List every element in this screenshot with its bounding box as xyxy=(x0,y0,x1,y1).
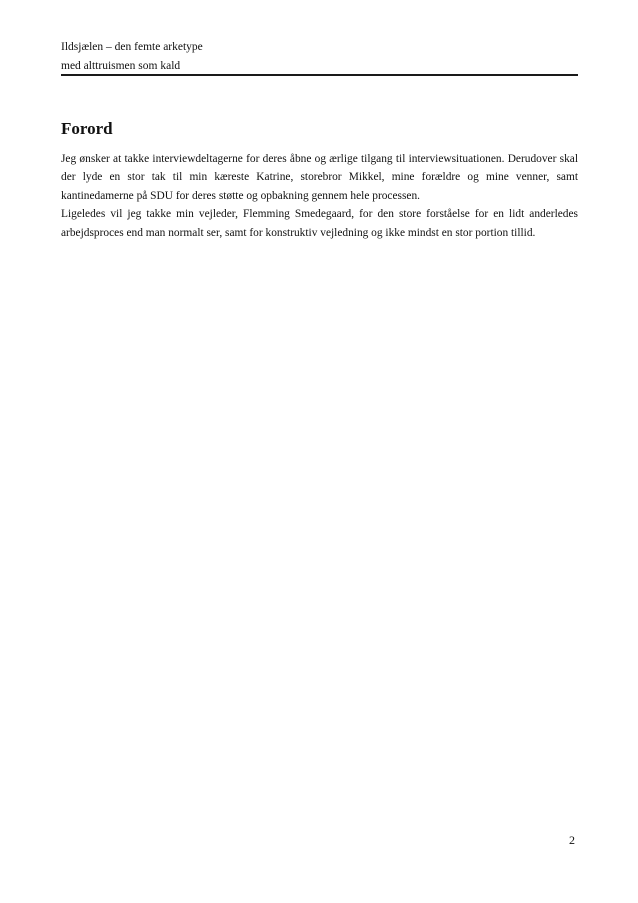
paragraph: Jeg ønsker at takke interviewdeltagerne for deres åbne og ærlige tilgang til interviewsituationen. Derudover skal der lyde en stor tak til min kæreste Katrine, storebror Mikkel, mine forældre og mine venner, samt kantinedamerne på SDU for deres støtte og opbakning gennem hele processen. xyxy=(61,153,578,202)
section-heading: Forord xyxy=(61,119,113,138)
header-title-line-1: Ildsjælen – den femte arketype xyxy=(61,41,203,53)
running-header xyxy=(61,40,578,76)
header-title-line-2: med alttruismen som kald xyxy=(61,60,181,72)
body-text xyxy=(61,150,578,242)
paragraph: Ligeledes vil jeg takke min vejleder, Flemming Smedegaard, for den store forståelse for en lidt anderledes arbejdsproces end man normalt ser, samt for konstruktiv vejledning og ikke mindst en stor portion tillid. xyxy=(61,208,578,239)
page-number: 2 xyxy=(569,833,575,847)
